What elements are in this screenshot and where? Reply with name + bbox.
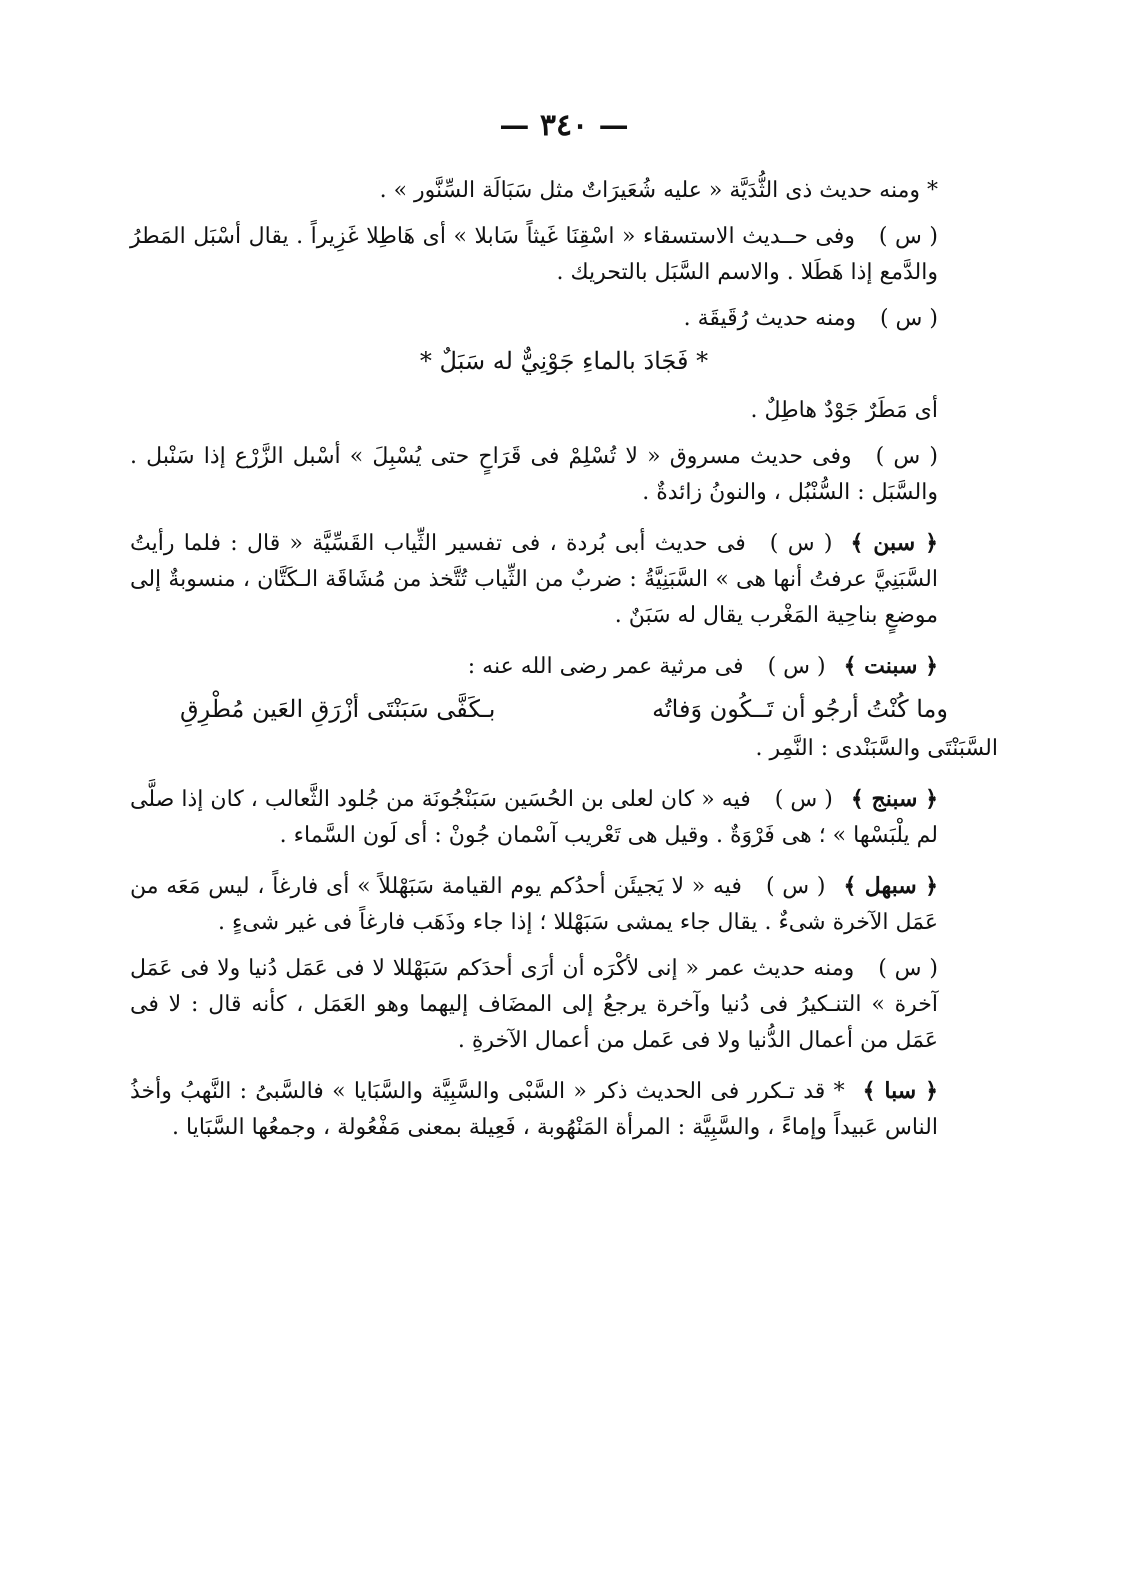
verse-second-hemistich: بـكَفَّى سَبَنْتَى أزْرَقِ العَين مُطْرِقِ (180, 695, 496, 723)
entry-text: فى مرثية عمر رضى الله عنه : (467, 654, 744, 679)
source-marker: ( س ) (765, 874, 826, 899)
entry-heading: ﴿ سبا ﴾ (862, 1078, 939, 1104)
paragraph-text: أى مَطَرٌ جَوْدٌ هاطِلٌ . (750, 398, 938, 423)
entry-sabn (130, 525, 998, 634)
verse-couplet (130, 695, 998, 723)
paragraph (130, 393, 998, 429)
paragraph (130, 173, 998, 209)
entry-sabnat (130, 648, 998, 685)
source-marker: ( س ) (875, 444, 938, 469)
paragraph-text: وفى حديث مسروق « لا تُسْلِمْ فى قَرَاحٍ حتى يُسْبِلَ » أسْبل الزَّرْع إذا سَنْبل . والسَّبَل : السُّنْبُل ، والنونُ زائدةٌ . (130, 444, 938, 505)
paragraph-text: ومنه حديث عمر « إنى لأكْرَه أن أرَى أحدَكم سَبَهْللا لا فى عَمَل دُنيا ولا فى عَمَل آخرة » التنـكيرُ فى دُنيا وآخرة يرجعُ إلى المضَاف إليهما وهو العَمَل ، كأنه قال : لا فى عَمَل من أعمال الدُّنيا ولا فى عَمل من أعمال الآخرةِ . (130, 956, 938, 1053)
source-marker: ( س ) (769, 531, 833, 556)
entry-sabhal (130, 868, 998, 941)
source-marker: ( س ) (774, 787, 833, 812)
source-marker: ( س ) (878, 224, 939, 249)
source-marker: ( س ) (879, 306, 938, 331)
paragraph-text: * ومنه حديث ذى الثُّدَيَّة « عليه شُعَيرَاتٌ مثل سَبَالَة السِّنَّور » . (379, 178, 938, 203)
paragraph-text: وفى حــديث الاستسقاء « اسْقِنَا غَيثاً سَابلا » أى هَاطِلا غَزِيراً . يقال أسْبَل المَطرُ والدَّمع إذا هَطَلا . والاسم السَّبَل بالتحريك . (130, 224, 938, 285)
verse-line: * فَجَادَ بالماءِ جَوْنِيٌّ له سَبَلٌ * (419, 347, 709, 375)
paragraph (130, 951, 998, 1059)
entry-saba (130, 1073, 998, 1146)
entry-text: فى حديث أبى بُردة ، فى تفسير الثِّياب القَسِّيَّة « قال : فلما رأيتُ السَّبَنِيَّ عرفتُ أنها هى » السَّبَنِيَّةُ : ضربٌ من الثِّياب تُتَّخذ من مُشَاقَة الـكَتَّان ، منسوبةٌ إلى موضعٍ بناحِية المَغْرب يقال له سَبَنٌ . (130, 531, 938, 628)
verse-first-hemistich: وما كُنْتُ أرجُو أن تَــكُون وَفاتُه (652, 695, 948, 723)
entry-heading: ﴿ سبن ﴾ (850, 530, 938, 556)
paragraph (130, 219, 998, 291)
entry-text: * قد تـكرر فى الحديث ذكر « السَّبْى والسَّبِيَّة والسَّبَايا » فالسَّبىُ : النَّهبُ وأخذُ الناس عَبيداً وإماءً ، والسَّبِيَّة : المرأة المَنْهُوبة ، فَعِيلة بمعنى مَفْعُولة ، وجمعُها السَّبَايا . (130, 1079, 938, 1140)
source-marker: ( س ) (878, 956, 938, 981)
paragraph (130, 439, 998, 511)
entry-text: فيه « لا يَجيئَن أحدُكم يوم القيامة سَبَهْللاً » أى فارغاً ، ليس مَعَه من عَمَل الآخرة شىءٌ . يقال جاء يمشى سَبَهْللا ؛ إذا جاء وذَهَب فارغاً فى غير شىءٍ . (130, 874, 938, 935)
page-number: — ٣٤٠ — (499, 108, 629, 143)
dictionary-page (130, 108, 998, 1508)
entry-heading: ﴿ سبهل ﴾ (843, 873, 938, 899)
paragraph (130, 301, 998, 337)
entry-sabnaj (130, 781, 998, 854)
paragraph-text: ومنه حديث رُقَيقَة . (683, 306, 856, 331)
paragraph (130, 731, 998, 767)
entry-heading: ﴿ سبنت ﴾ (843, 653, 938, 679)
paragraph-text: السَّبَنْتَى والسَّبَنْدى : النَّمِر . (755, 736, 998, 761)
entry-text: فيه « كان لعلى بن الحُسَين سَبَنْجُونَة من جُلود الثَّعالب ، كان إذا صلَّى لم يلْبَسْها » ؛ هى فَرْوَةٌ . وقيل هى تَعْريب آسْمان جُونْ : أى لَون السَّماء . (130, 787, 938, 848)
source-marker: ( س ) (767, 654, 826, 679)
entry-heading: ﴿ سبنج ﴾ (850, 786, 939, 812)
